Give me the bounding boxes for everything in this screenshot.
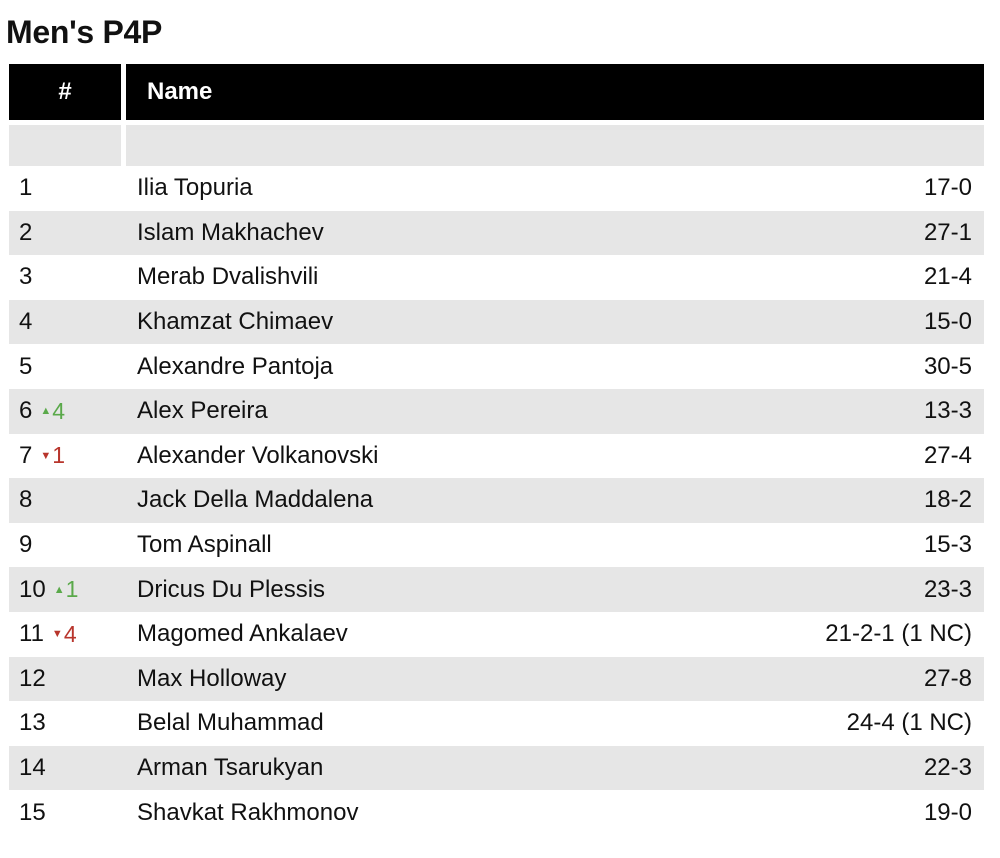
table-spacer-row (9, 125, 984, 166)
rank-number: 7 (19, 441, 33, 469)
fighter-record: 24-4 (1 NC) (846, 709, 972, 737)
table-row[interactable] (9, 478, 984, 523)
triangle-down-icon: ▼ (40, 449, 52, 462)
rank-number: 9 (19, 531, 33, 559)
rank-number: 15 (19, 798, 46, 826)
rank-number: 11 (19, 620, 44, 648)
table-row[interactable] (9, 523, 984, 568)
rank-number: 8 (19, 486, 33, 514)
fighter-name: Arman Tsarukyan (137, 754, 324, 782)
rank-number: 10 (19, 575, 46, 603)
fighter-name: Ilia Topuria (137, 174, 253, 202)
fighter-record: 15-3 (923, 531, 972, 559)
table-row[interactable] (9, 657, 984, 702)
fighter-name: Magomed Ankalaev (137, 620, 348, 648)
fighter-name: Merab Dvalishvili (137, 263, 319, 291)
rank-number: 1 (19, 174, 33, 202)
fighter-name: Dricus Du Plessis (137, 575, 326, 603)
rank-cell (9, 263, 127, 291)
fighter-record: 18-2 (923, 486, 972, 514)
table-row[interactable] (9, 790, 984, 835)
rank-cell (9, 531, 127, 559)
rank-cell (9, 174, 127, 202)
triangle-down-icon: ▼ (51, 628, 63, 641)
page-title: Men's P4P (6, 14, 163, 50)
column-header-name[interactable]: Name (147, 78, 213, 105)
table-row[interactable] (9, 255, 984, 300)
rank-number: 12 (19, 664, 46, 692)
fighter-name: Alex Pereira (137, 397, 268, 425)
rank-change-value: 4 (63, 620, 77, 647)
rank-number: 2 (19, 218, 33, 246)
triangle-up-icon: ▲ (53, 583, 65, 596)
rank-number: 3 (19, 263, 33, 291)
rankings-table (9, 64, 984, 835)
fighter-record: 27-8 (923, 664, 972, 692)
rank-number: 13 (19, 709, 46, 737)
fighter-name: Alexandre Pantoja (137, 352, 334, 380)
rank-cell (9, 799, 127, 827)
rank-cell (9, 486, 127, 514)
fighter-record: 21-4 (923, 263, 972, 291)
rank-cell (9, 576, 127, 604)
fighter-name: Tom Aspinall (137, 531, 272, 559)
fighter-name: Max Holloway (137, 664, 287, 692)
rank-cell (9, 308, 127, 336)
rank-change-value: 1 (52, 442, 66, 469)
rank-cell (9, 397, 127, 425)
fighter-name: Shavkat Rakhmonov (137, 798, 359, 826)
rank-change (54, 576, 79, 603)
rank-change (40, 442, 65, 469)
fighter-record: 19-0 (923, 798, 972, 826)
fighter-record: 17-0 (923, 174, 972, 202)
fighter-record: 30-5 (923, 352, 972, 380)
table-row[interactable] (9, 701, 984, 746)
rank-cell (9, 219, 127, 247)
fighter-name: Belal Muhammad (137, 709, 324, 737)
rank-number: 4 (19, 308, 33, 336)
fighter-name: Khamzat Chimaev (137, 308, 334, 336)
rank-number: 6 (19, 397, 33, 425)
triangle-up-icon: ▲ (40, 405, 52, 418)
column-header-rank[interactable]: # (58, 78, 72, 105)
fighter-record: 21-2-1 (1 NC) (825, 620, 972, 648)
table-row[interactable] (9, 344, 984, 389)
rank-cell (9, 353, 127, 381)
fighter-record: 15-0 (923, 308, 972, 336)
rank-change-value: 4 (52, 397, 66, 424)
rank-number: 14 (19, 754, 46, 782)
table-body (9, 166, 984, 835)
fighter-name: Alexander Volkanovski (137, 441, 379, 469)
table-row[interactable] (9, 389, 984, 434)
fighter-name: Jack Della Maddalena (137, 486, 374, 514)
table-row[interactable] (9, 567, 984, 612)
fighter-record: 23-3 (923, 575, 972, 603)
table-row[interactable] (9, 211, 984, 256)
rank-change-value: 1 (65, 576, 79, 603)
table-header (9, 64, 984, 120)
rank-cell (9, 442, 127, 470)
fighter-record: 27-4 (923, 441, 972, 469)
table-row[interactable] (9, 746, 984, 791)
fighter-record: 22-3 (923, 754, 972, 782)
fighter-record: 27-1 (923, 218, 972, 246)
table-row[interactable] (9, 166, 984, 211)
fighter-name: Islam Makhachev (137, 218, 324, 246)
rank-cell (9, 709, 127, 737)
fighter-record: 13-3 (923, 397, 972, 425)
rank-cell (9, 754, 127, 782)
table-row[interactable] (9, 300, 984, 345)
rank-change (40, 398, 65, 425)
rank-number: 5 (19, 352, 33, 380)
rank-cell (9, 620, 127, 648)
table-row[interactable] (9, 612, 984, 657)
rank-cell (9, 665, 127, 693)
rank-change (52, 621, 77, 648)
table-row[interactable] (9, 434, 984, 479)
